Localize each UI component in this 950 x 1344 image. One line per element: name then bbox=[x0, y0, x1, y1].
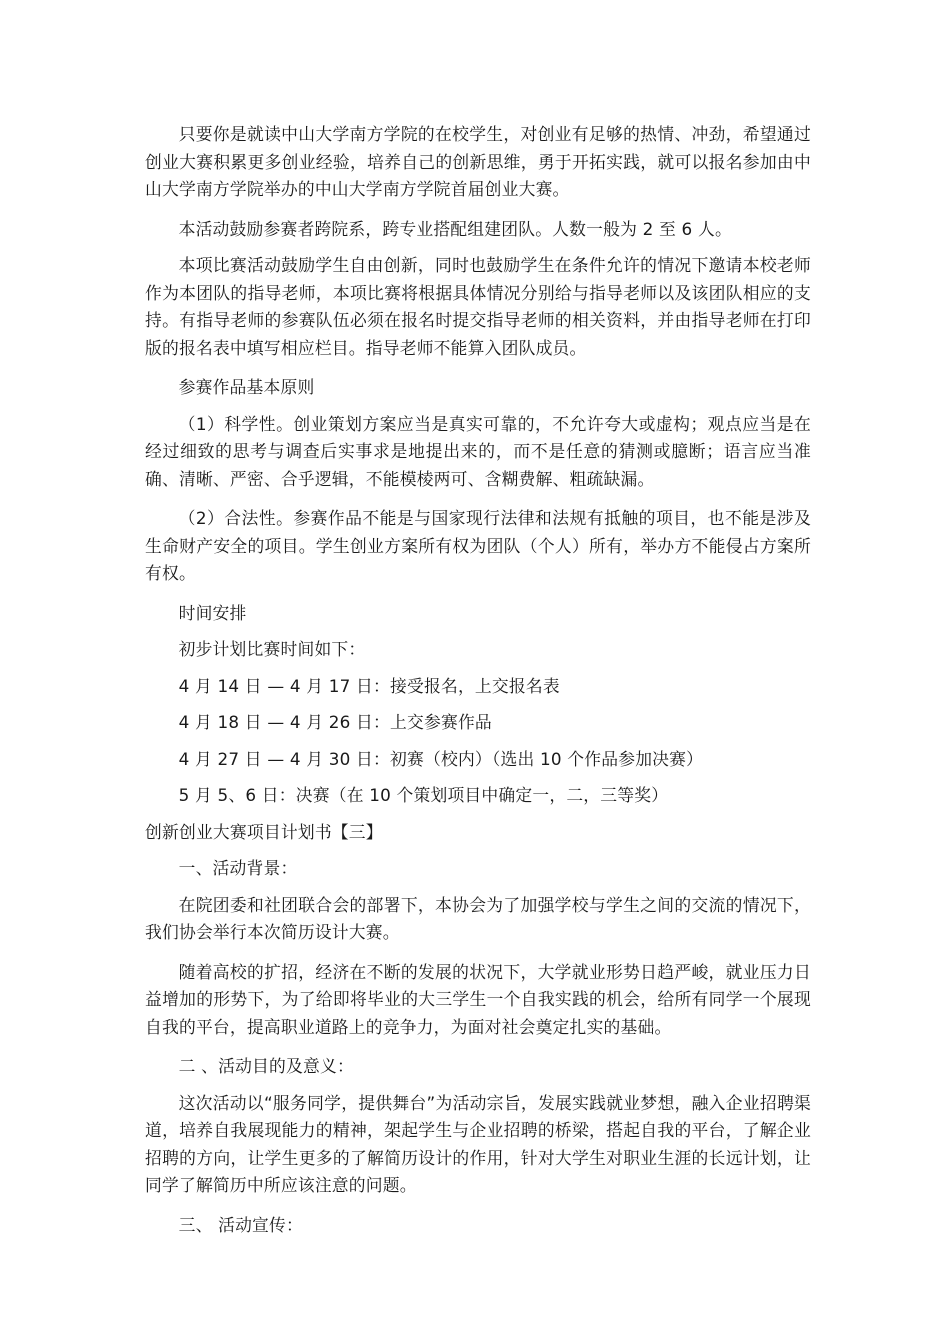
document-body bbox=[145, 121, 811, 1248]
section-heading-purpose: 二 、活动目的及意义： bbox=[178, 1056, 354, 1076]
schedule-item-registration: 4 月 14 日 — 4 月 17 日：接受报名，上交报名表 bbox=[178, 675, 560, 696]
schedule-item-final: 5 月 5、6 日：决赛（在 10 个策划项目中确定一，二，三等奖） bbox=[178, 785, 669, 805]
section-heading-principles: 参赛作品基本原则 bbox=[178, 377, 315, 397]
schedule-item-submission: 4 月 18 日 — 4 月 26 日：上交参赛作品 bbox=[178, 712, 492, 732]
paragraph-legality: （2）合法性。参赛作品不能是与国家现行法律和法规有抵触的项目，也不能是涉及生命财产安全的项目。学生创业方案所有权为团队（个人）所有，举办方不能侵占方案所有权。 bbox=[145, 508, 811, 583]
section-heading-background: 一、活动背景： bbox=[178, 858, 298, 878]
section-heading-publicity: 三、 活动宣传： bbox=[178, 1214, 303, 1235]
section-heading-schedule: 时间安排 bbox=[178, 602, 247, 623]
paragraph-scientific: （1）科学性。创业策划方案应当是真实可靠的，不允许夸大或虚构；观点应当是在经过细致的思考与调查后实事求是地提出来的，而不是任意的猜测或臆断；语言应当准确、清晰、严密、合乎逻辑，不能模棱两可、含糊费解、粗疏缺漏。 bbox=[145, 413, 811, 489]
paragraph-purpose: 这次活动以“服务同学，提供舞台”为活动宗旨，发展实践就业梦想，融入企业招聘渠道，培养自我展现能力的精神，架起学生与企业招聘的桥梁，搭起自我的平台，了解企业招聘的方向，让学生更多的了解简历设计的作用，针对大学生对职业生涯的长远计划，让同学了解简历中所应该注意的问题。 bbox=[145, 1092, 811, 1195]
section-title-plan-three: 创新创业大赛项目计划书【三】 bbox=[145, 821, 383, 842]
paragraph-background-1: 在院团委和社团联合会的部署下，本协会为了加强学校与学生之间的交流的情况下，我们协会举行本次简历设计大赛。 bbox=[145, 894, 811, 942]
schedule-item-preliminary: 4 月 27 日 — 4 月 30 日：初赛（校内）（选出 10 个作品参加决赛） bbox=[178, 748, 704, 769]
paragraph-team-size: 本活动鼓励参赛者跨院系，跨专业搭配组建团队。人数一般为 2 至 6 人。 bbox=[178, 218, 732, 239]
paragraph-schedule-intro: 初步计划比赛时间如下： bbox=[178, 639, 366, 659]
paragraph-background-2: 随着高校的扩招，经济在不断的发展的状况下，大学就业形势日趋严峻，就业压力日益增加的形势下，为了给即将毕业的大三学生一个自我实践的机会，给所有同学一个展现自我的平台，提高职业道路上的竞争力，为面对社会奠定扎实的基础。 bbox=[145, 961, 811, 1037]
paragraph-eligibility: 只要你是就读中山大学南方学院的在校学生，对创业有足够的热情、冲劲，希望通过创业大赛积累更多创业经验，培养自己的创新思维，勇于开拓实践，就可以报名参加由中山大学南方学院举办的中山大学南方学院首届创业大赛。 bbox=[145, 124, 811, 199]
paragraph-advisor: 本项比赛活动鼓励学生自由创新，同时也鼓励学生在条件允许的情况下邀请本校老师作为本团队的指导老师，本项比赛将根据具体情况分别给与指导老师以及该团队相应的支持。有指导老师的参赛队伍必须在报名时提交指导老师的相关资料，并由指导老师在打印版的报名表中填写相应栏目。指导老师不能算入团队成员。 bbox=[145, 255, 811, 358]
